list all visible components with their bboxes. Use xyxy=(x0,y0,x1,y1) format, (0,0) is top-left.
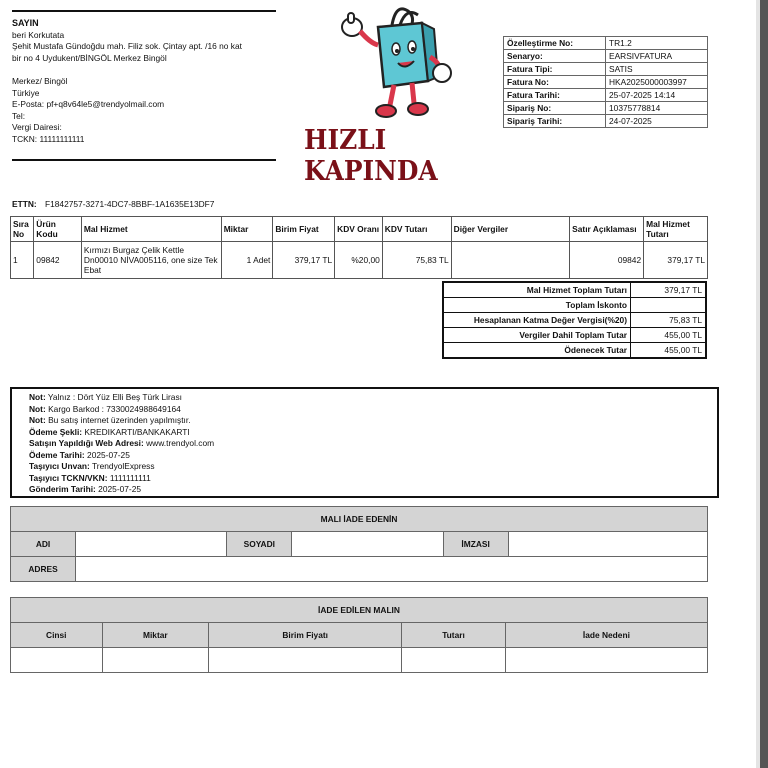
info-key: Fatura Tarihi: xyxy=(504,89,606,102)
company-logo xyxy=(300,5,490,187)
ettn-value: F1842757-3271-4DC7-8BBF-1A1635E13DF7 xyxy=(44,199,215,209)
info-row xyxy=(504,63,708,76)
note-value: Bu satış internet üzerinden yapılmıştır. xyxy=(45,415,191,425)
totals-row xyxy=(443,313,706,328)
seller-address-line2: bir no 4 Uydukent/BİNGÖL Merkez Bingöl xyxy=(12,52,167,63)
col-header: Birim Fiyatı xyxy=(209,623,402,648)
seller-name: beri Korkutata xyxy=(12,29,65,40)
seller-bottom-rule xyxy=(12,159,276,161)
note-value: 2025-07-25 xyxy=(95,484,142,494)
cell-birim: 379,17 TL xyxy=(273,242,335,279)
label-imza: İMZASI xyxy=(443,532,508,557)
totals-row xyxy=(443,282,706,298)
note-line xyxy=(29,415,717,427)
page-edge xyxy=(760,0,768,768)
col-header: Satır Açıklaması xyxy=(570,217,644,242)
ettn-line xyxy=(12,199,214,209)
info-key: Özelleştirme No: xyxy=(504,37,606,50)
totals-row xyxy=(443,298,706,313)
seller-block xyxy=(12,18,280,146)
note-line xyxy=(29,392,717,404)
seller-title: SAYIN xyxy=(12,18,39,28)
cell-aciklama: 09842 xyxy=(570,242,644,279)
seller-country: Türkiye xyxy=(12,87,40,98)
info-row xyxy=(504,89,708,102)
info-key: Sipariş No: xyxy=(504,102,606,115)
note-label: Taşıyıcı TCKN/VKN: xyxy=(29,472,108,483)
input-imza[interactable] xyxy=(508,532,707,557)
totals-table xyxy=(442,281,707,359)
label-adres: ADRES xyxy=(11,557,76,582)
info-key: Sipariş Tarihi: xyxy=(504,115,606,128)
cell-kdv-oran: %20,00 xyxy=(335,242,383,279)
seller-tel: Tel: xyxy=(12,110,26,121)
info-value: 24-07-2025 xyxy=(606,115,708,128)
note-label: Satışın Yapıldığı Web Adresi: xyxy=(29,438,144,448)
col-header: Cinsi xyxy=(11,623,103,648)
note-label: Not: xyxy=(29,392,46,402)
totals-value: 455,00 TL xyxy=(631,328,707,343)
note-value: KREDIKARTI/BANKAKARTI xyxy=(82,426,190,437)
input-tutari[interactable] xyxy=(402,648,506,673)
note-line xyxy=(29,473,717,485)
return-person-form xyxy=(10,506,708,582)
ettn-label: ETTN: xyxy=(12,199,37,209)
input-birim-fiyati[interactable] xyxy=(209,648,402,673)
info-row xyxy=(504,37,708,50)
input-soyadi[interactable] xyxy=(292,532,443,557)
totals-key: Hesaplanan Katma Değer Vergisi(%20) xyxy=(443,313,631,328)
note-label: Ödeme Tarihi: xyxy=(29,449,85,460)
note-label: Taşıyıcı Unvan: xyxy=(29,461,90,471)
col-header: İade Nedeni xyxy=(505,623,707,648)
note-value: 1111111111 xyxy=(107,472,151,483)
cell-kod: 09842 xyxy=(34,242,82,279)
info-value: TR1.2 xyxy=(606,37,708,50)
totals-row xyxy=(443,328,706,343)
note-value: Yalnız : Dört Yüz Elli Beş Türk Lirası xyxy=(45,392,182,402)
cell-diger xyxy=(451,242,570,279)
col-header: Mal Hizmet Tutarı xyxy=(644,217,708,242)
totals-key: Mal Hizmet Toplam Tutarı xyxy=(443,282,631,298)
note-value: www.trendyol.com xyxy=(143,438,215,448)
shopping-bag-mascot-icon xyxy=(300,5,490,125)
totals-key: Ödenecek Tutar xyxy=(443,343,631,359)
returned-goods-form xyxy=(10,597,708,673)
col-header: KDV Oranı xyxy=(335,217,383,242)
return-person-title: MALI İADE EDENİN xyxy=(11,507,708,532)
col-header: Sıra No xyxy=(11,217,34,242)
form-title-row xyxy=(11,507,708,532)
note-line xyxy=(29,427,717,439)
col-header: KDV Tutarı xyxy=(382,217,451,242)
input-iade-nedeni[interactable] xyxy=(505,648,707,673)
note-line xyxy=(29,438,717,450)
col-header: Diğer Vergiler xyxy=(451,217,570,242)
totals-row xyxy=(443,343,706,359)
note-value: 2025-07-25 xyxy=(84,449,130,460)
info-value: 10375778814 xyxy=(606,102,708,115)
info-row xyxy=(504,76,708,89)
form-row xyxy=(11,648,708,673)
col-header: Mal Hizmet xyxy=(81,217,221,242)
returned-goods-title: İADE EDİLEN MALIN xyxy=(11,598,708,623)
note-line xyxy=(29,404,717,416)
col-header: Birim Fiyat xyxy=(273,217,335,242)
note-line xyxy=(29,450,717,462)
logo-text: HIZLI KAPINDA xyxy=(304,125,438,187)
form-row xyxy=(11,532,708,557)
items-table xyxy=(10,216,708,279)
info-value: SATIS xyxy=(606,63,708,76)
invoice-info-table xyxy=(503,36,708,128)
cell-tutar: 379,17 TL xyxy=(644,242,708,279)
note-line xyxy=(29,461,717,473)
totals-value: 455,00 TL xyxy=(631,343,707,359)
note-label: Not: xyxy=(29,415,46,425)
table-row xyxy=(11,242,708,279)
seller-tax-office: Vergi Dairesi: xyxy=(12,122,62,133)
cell-mal: Kırmızı Burgaz Çelik Kettle Dn00010 NİVA005116, one size Tek Ebat xyxy=(81,242,221,279)
info-row xyxy=(504,102,708,115)
totals-key: Vergiler Dahil Toplam Tutar xyxy=(443,328,631,343)
col-header: Ürün Kodu xyxy=(34,217,82,242)
info-key: Fatura No: xyxy=(504,76,606,89)
label-soyadi: SOYADI xyxy=(227,532,292,557)
form-header-row xyxy=(11,623,708,648)
info-value: HKA2025000003997 xyxy=(606,76,708,89)
info-value: 25-07-2025 14:14 xyxy=(606,89,708,102)
input-cinsi[interactable] xyxy=(11,648,103,673)
info-key: Fatura Tipi: xyxy=(504,63,606,76)
seller-address-line1: Şehit Mustafa Gündoğdu mah. Filiz sok. Çintay apt. /16 no kat xyxy=(12,41,242,52)
note-value: Kargo Barkod : 7330024988649164 xyxy=(45,403,181,414)
note-label: Not: xyxy=(29,403,46,414)
cell-kdv-tutar: 75,83 TL xyxy=(382,242,451,279)
totals-key: Toplam İskonto xyxy=(443,298,631,313)
totals-value: 75,83 TL xyxy=(631,313,707,328)
form-row xyxy=(11,557,708,582)
totals-value xyxy=(631,298,707,313)
note-label: Gönderim Tarihi: xyxy=(29,484,96,494)
info-row xyxy=(504,115,708,128)
cell-miktar: 1 Adet xyxy=(221,242,273,279)
cell-sira: 1 xyxy=(11,242,34,279)
items-header-row xyxy=(11,217,708,242)
note-value: TrendyolExpress xyxy=(89,461,155,471)
note-label: Ödeme Şekli: xyxy=(29,426,83,437)
form-title-row xyxy=(11,598,708,623)
seller-tckn: TCKN: 11111111111 xyxy=(12,133,85,144)
input-adres[interactable] xyxy=(76,557,708,582)
col-header: Miktar xyxy=(221,217,273,242)
seller-email: E-Posta: pf+q8v64le5@trendyolmail.com xyxy=(12,99,165,110)
input-adi[interactable] xyxy=(76,532,227,557)
input-miktar[interactable] xyxy=(102,648,209,673)
totals-value: 379,17 TL xyxy=(631,282,707,298)
info-row xyxy=(504,50,708,63)
info-key: Senaryo: xyxy=(504,50,606,63)
seller-city: Merkez/ Bingöl xyxy=(12,75,68,86)
col-header: Tutarı xyxy=(402,623,506,648)
label-adi: ADI xyxy=(11,532,76,557)
col-header: Miktar xyxy=(102,623,209,648)
seller-top-rule xyxy=(12,10,276,12)
notes-box xyxy=(10,387,719,498)
note-line xyxy=(29,484,717,496)
info-value: EARSIVFATURA xyxy=(606,50,708,63)
